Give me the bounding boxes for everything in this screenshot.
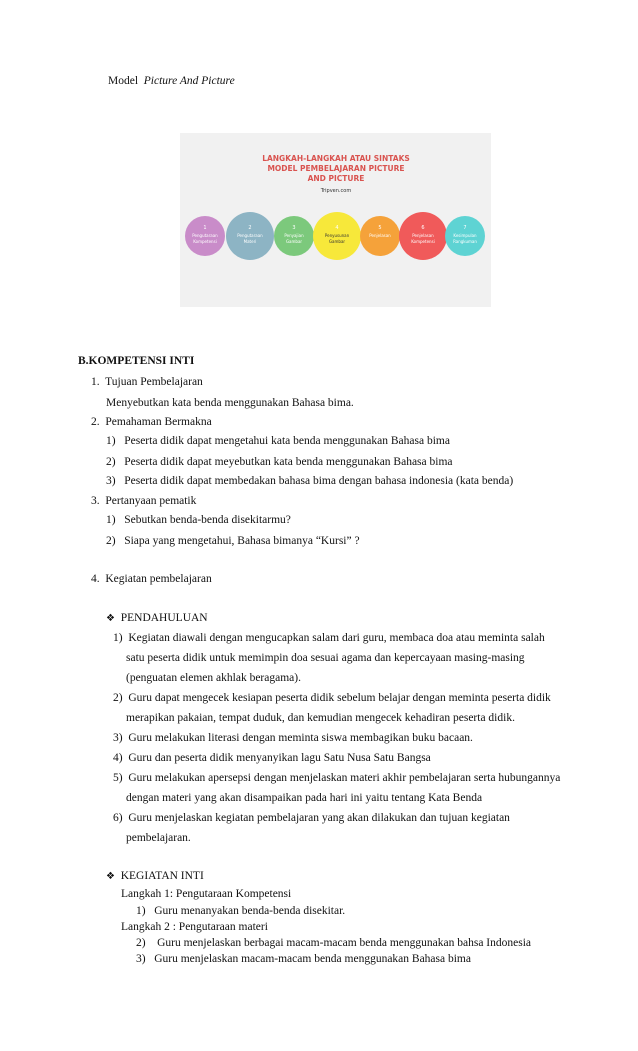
pendahuluan-line	[126, 832, 191, 844]
pendahuluan-line	[113, 812, 510, 824]
sub-num: 1)	[106, 514, 116, 526]
sub-num: 2)	[106, 456, 116, 468]
model-label: Model	[108, 75, 139, 87]
diamond-bullet-icon: ❖	[106, 613, 115, 624]
item-1	[91, 376, 203, 388]
model-title	[108, 75, 235, 87]
figure-title-line-1: LANGKAH-LANGKAH ATAU SINTAKS	[262, 154, 410, 163]
step-circle-3	[274, 216, 314, 256]
step-2-item-2	[136, 953, 471, 965]
step-number: 2	[248, 225, 252, 231]
sub-text: Peserta didik dapat mengetahui kata benda menggunakan Bahasa bima	[124, 435, 450, 447]
step-label-word: Pengutaraan	[237, 233, 263, 238]
step-circle-5	[360, 216, 400, 256]
step-number: 5	[378, 225, 382, 231]
item-3-sub-2	[106, 535, 360, 547]
step-circle-1	[185, 216, 225, 256]
sub-text: Sebutkan benda-benda disekitarmu?	[124, 514, 291, 526]
item-2-sub-2	[106, 456, 453, 468]
pendahuluan-line	[126, 652, 525, 664]
syntax-diagram	[180, 133, 491, 307]
figure-title-line-3: AND PICTURE	[307, 174, 365, 183]
figure-title-line-2: MODEL PEMBELAJARAN PICTURE	[267, 164, 405, 173]
step-number: 6	[421, 225, 425, 231]
step-label-word: Kesimpulan	[453, 233, 477, 238]
item-3-title: Pertanyaan pematik	[105, 495, 197, 507]
sub-num: 3)	[136, 953, 146, 965]
sub-text: Peserta didik dapat membedakan bahasa bima dengan bahasa indonesia (kata benda)	[124, 475, 514, 487]
line-text: Guru dan peserta didik menyanyikan lagu Satu Nusa Satu Bangsa	[128, 752, 431, 764]
pendahuluan-title: PENDAHULUAN	[120, 612, 208, 624]
sub-text: Guru menjelaskan berbagai macam-macam benda menggunakan bahsa Indonesia	[157, 937, 532, 949]
item-3	[91, 495, 196, 507]
step-circle-2	[226, 212, 274, 260]
line-text: dengan materi yang akan disampaikan pada hari ini yaitu tentang Kata Benda	[126, 792, 483, 804]
sub-num: 1)	[106, 435, 116, 447]
pendahuluan-heading	[106, 612, 208, 624]
pendahuluan-line	[113, 692, 551, 704]
line-text: Guru melakukan apersepsi dengan menjelaskan materi akhir pembelajaran serta hubungannya	[128, 772, 561, 784]
line-num: 6)	[113, 812, 123, 824]
line-num: 3)	[113, 732, 123, 744]
line-text: Guru dapat mengecek kesiapan peserta didik sebelum belajar dengan meminta peserta didik	[128, 692, 551, 704]
pendahuluan-line	[113, 632, 545, 644]
step-1-item	[136, 905, 345, 917]
step-label-word: Penyajian	[284, 233, 304, 238]
item-2-title: Pemahaman Bermakna	[105, 416, 212, 428]
sub-text: Peserta didik dapat meyebutkan kata benda menggunakan Bahasa bima	[124, 456, 453, 468]
sub-num: 1)	[136, 905, 146, 917]
item-2	[91, 416, 212, 428]
model-name: Picture And Picture	[143, 75, 235, 87]
sub-text: Guru menanyakan benda-benda disekitar.	[154, 905, 346, 917]
step-circle-6	[399, 212, 447, 260]
item-4-num: 4.	[91, 573, 100, 585]
step-circle-7	[445, 216, 485, 256]
step-number: 7	[463, 225, 467, 231]
step-2-item-1	[136, 937, 531, 949]
item-1-text: Menyebutkan kata benda menggunakan Bahasa bima.	[106, 397, 354, 409]
line-text: (penguatan elemen akhlak beragama).	[126, 672, 301, 684]
figure-source: Tripven.com	[320, 188, 352, 194]
pendahuluan-line	[113, 772, 560, 784]
step-label-word: Kompetensi	[193, 239, 217, 244]
step-label-word: Penjelasan	[412, 233, 434, 238]
step-label-word: Rangkuman	[453, 239, 477, 244]
item-1-title: Tujuan Pembelajaran	[105, 376, 203, 388]
step-label-word: Gambar	[285, 239, 303, 244]
step-label-word: Penjelasan	[369, 233, 391, 238]
line-num: 5)	[113, 772, 123, 784]
line-text: Kegiatan diawali dengan mengucapkan salam dari guru, membaca doa atau meminta salah	[128, 632, 545, 644]
syntax-figure	[180, 133, 491, 307]
step-label-word: Kompetensi	[411, 239, 435, 244]
line-text: merapikan pakaian, tempat duduk, dan kemudian mengecek kehadiran peserta didik.	[126, 712, 515, 724]
section-heading: B.KOMPETENSI INTI	[78, 355, 195, 367]
step-number: 3	[292, 225, 296, 231]
line-text: Guru melakukan literasi dengan meminta siswa membagikan buku bacaan.	[128, 732, 473, 744]
line-num: 1)	[113, 632, 123, 644]
line-text: Guru menjelaskan kegiatan pembelajaran yang akan dilakukan dan tujuan kegiatan	[128, 812, 510, 824]
kegiatan-inti-heading	[106, 870, 204, 882]
step-number: 4	[335, 225, 339, 231]
pendahuluan-line	[126, 792, 482, 804]
step-number: 1	[203, 225, 207, 231]
item-4-title: Kegiatan pembelajaran	[105, 573, 212, 585]
item-2-sub-3	[106, 475, 513, 487]
item-3-sub-1	[106, 514, 291, 526]
item-4	[91, 573, 212, 585]
sub-num: 3)	[106, 475, 116, 487]
step-label-word: Pengutaraan	[192, 233, 218, 238]
pendahuluan-line	[113, 752, 431, 764]
item-3-num: 3.	[91, 495, 100, 507]
item-1-num: 1.	[91, 376, 100, 388]
step-2-label: Langkah 2 : Pengutaraan materi	[121, 921, 268, 933]
item-2-sub-1	[106, 435, 450, 447]
sub-num: 2)	[106, 535, 116, 547]
sub-num: 2)	[136, 937, 146, 949]
step-label-word: Gambar	[328, 239, 346, 244]
kegiatan-inti-title: KEGIATAN INTI	[120, 870, 204, 882]
line-text: satu peserta didik untuk memimpin doa sesuai agama dan kepercayaan masing-masing	[126, 652, 525, 664]
sub-text: Siapa yang mengetahui, Bahasa bimanya “Kursi” ?	[124, 535, 360, 547]
sub-text: Guru menjelaskan macam-macam benda menggunakan Bahasa bima	[154, 953, 471, 965]
step-label-word: Penyusunan	[324, 233, 350, 238]
pendahuluan-line	[126, 672, 301, 684]
pendahuluan-line	[113, 732, 473, 744]
step-label-word: Materi	[243, 239, 257, 244]
pendahuluan-line	[126, 712, 515, 724]
line-text: pembelajaran.	[126, 832, 191, 844]
step-circle-4	[313, 212, 361, 260]
line-num: 4)	[113, 752, 123, 764]
step-1-label: Langkah 1: Pengutaraan Kompetensi	[121, 888, 292, 900]
item-2-num: 2.	[91, 416, 100, 428]
diamond-bullet-icon: ❖	[106, 871, 115, 882]
line-num: 2)	[113, 692, 123, 704]
